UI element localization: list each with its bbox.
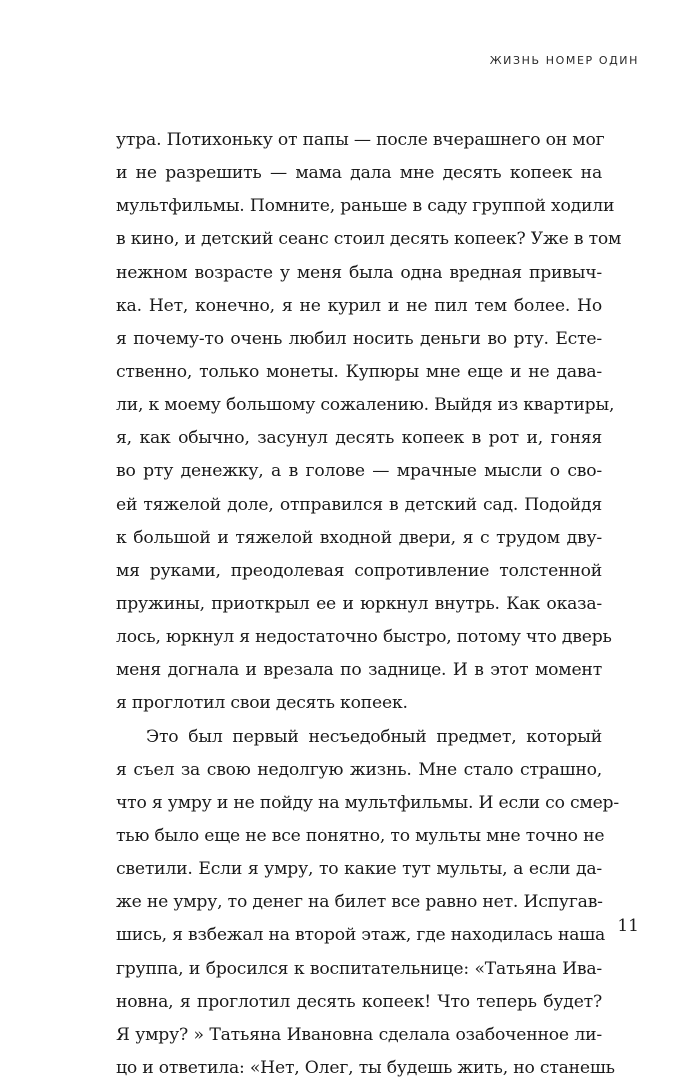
text-line: к большой и тяжелой входной двери, я с трудом дву- <box>116 527 602 548</box>
text-line: я проглотил свои десять копеек. <box>116 693 408 714</box>
text-line: я съел за свою недолгую жизнь. Мне стало страшно, <box>116 759 602 780</box>
text-line: пружины, приоткрыл ее и юркнул внутрь. Как оказа- <box>116 593 602 614</box>
text-line: утра. Потихоньку от папы — после вчерашнего он мог <box>116 130 605 150</box>
text-line: тью было еще не все понятно, то мульты мне точно не <box>116 825 605 846</box>
text-line: же не умру, то денег на билет все равно нет. Испугав- <box>116 892 603 913</box>
text-line: я почему-то очень любил носить деньги во рту. Есте- <box>116 328 602 349</box>
text-line: группа, и бросился к воспитательнице: «Татьяна Ива- <box>116 958 602 979</box>
text-line: светили. Если я умру, то какие тут мульты, а если да- <box>116 859 602 880</box>
text-line: новна, я проглотил десять копеек! Что теперь будет? <box>116 991 602 1012</box>
text-line: ка. Нет, конечно, я не курил и не пил тем более. Но <box>116 295 602 316</box>
text-line: ли, к моему большому сожалению. Выйдя из квартиры, <box>116 395 615 416</box>
text-line: в кино, и детский сеанс стоил десять копеек? Уже в том <box>116 229 622 250</box>
page-number: 11 <box>617 916 639 936</box>
text-line: ственно, только монеты. Купюры мне еще и не дава- <box>116 361 602 382</box>
text-line: шись, я взбежал на второй этаж, где находилась наша <box>116 925 606 946</box>
text-line: цо и ответила: «Нет, Олег, ты будешь жить, но станешь <box>116 1057 615 1078</box>
text-line: во рту денежку, а в голове — мрачные мысли о сво- <box>116 461 602 482</box>
text-line: и не разрешить — мама дала мне десять копеек на <box>116 163 602 184</box>
text-line: мя руками, преодолевая сопротивление толстенной <box>116 560 602 581</box>
text-line: Это был первый несъедобный предмет, который <box>146 726 602 747</box>
text-line: меня догнала и врезала по заднице. И в этот момент <box>116 660 602 681</box>
body-text <box>116 124 622 1085</box>
text-line: лось, юркнул я недостаточно быстро, потому что дверь <box>116 627 612 648</box>
text-line: нежном возрасте у меня была одна вредная привыч- <box>116 262 602 283</box>
text-line: что я умру и не пойду на мультфильмы. И если со смер- <box>116 792 619 813</box>
text-line: Я умру? » Татьяна Ивановна сделала озабоченное ли- <box>116 1024 602 1045</box>
text-line: я, как обычно, засунул десять копеек в рот и, гоняя <box>116 428 602 449</box>
running-head: ЖИЗНЬ НОМЕР ОДИН <box>489 54 639 67</box>
text-line: мультфильмы. Помните, раньше в саду группой ходили <box>116 196 615 217</box>
text-line: ей тяжелой доле, отправился в детский сад. Подойдя <box>116 494 602 515</box>
